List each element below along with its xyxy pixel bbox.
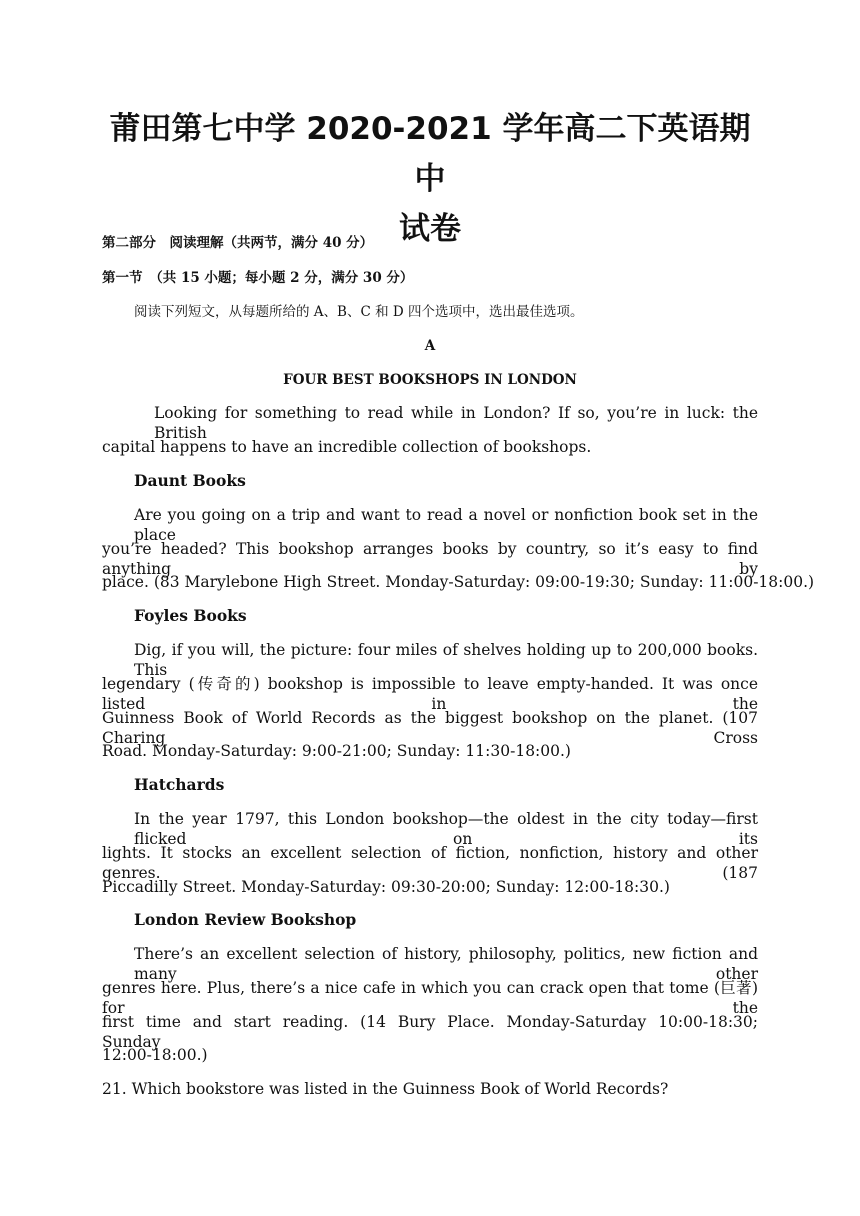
intro-line: capital happens to have an incredible collection of bookshops. [102,438,592,456]
shop-text-line: place. (83 Marylebone High Street. Monday-Saturday: 09:00-19:30; Sunday: 11:00-18:00.) [102,573,815,591]
shop-name-london-review: London Review Bookshop [134,910,357,929]
shop-text-line: 12:00-18:00.) [102,1046,208,1064]
intro-line: Looking for something to read while in London? If so, you’re in luck: the British [154,404,758,442]
shop-name-daunt: Daunt Books [134,471,246,490]
exam-title-line-2: 试卷 [399,211,461,247]
shop-text-line: There’s an excellent selection of history, philosophy, politics, new fiction and many other [134,945,758,983]
question-21: 21. Which bookstore was listed in the Guinness Book of World Records? [102,1080,669,1098]
shop-text-line: first time and start reading. (14 Bury Place. Monday-Saturday 10:00-18:30; Sunday [102,1013,758,1051]
section-heading: 第一节 （共 15 小题；每小题 2 分，满分 30 分） [102,270,414,286]
shop-text-line: Dig, if you will, the picture: four miles of shelves holding up to 200,000 books. This [134,641,758,679]
exam-title-line-1: 莆田第七中学 2020-2021 学年高二下英语期中 [109,111,751,197]
passage-heading: FOUR BEST BOOKSHOPS IN LONDON [283,372,577,388]
shop-name-hatchards: Hatchards [134,775,225,794]
part-heading: 第二部分 阅读理解（共两节，满分 40 分） [102,235,374,251]
shop-text-line: Road. Monday-Saturday: 9:00-21:00; Sunday: 11:30-18:00.) [102,742,571,760]
shop-text-line: Guinness Book of World Records as the biggest bookshop on the planet. (107 Charing Cross [102,709,758,747]
passage-letter: A [424,338,436,354]
shop-text-line: Are you going on a trip and want to read a novel or nonfiction book set in the place [134,506,758,544]
shop-text-line: genres here. Plus, there’s a nice cafe in which you can crack open that tome (巨著) for the [102,979,758,1017]
shop-text-line: lights. It stocks an excellent selection of fiction, nonfiction, history and other genres. (187 [102,844,758,882]
shop-text-line: legendary (传奇的) bookshop is impossible to leave empty-handed. It was once listed in the [102,675,758,713]
shop-text-line: you’re headed? This bookshop arranges books by country, so it’s easy to find anything by [102,540,758,578]
exam-title [100,104,760,254]
shop-text-line: Piccadilly Street. Monday-Saturday: 09:30-20:00; Sunday: 12:00-18:30.) [102,878,670,896]
shop-name-foyles: Foyles Books [134,606,247,625]
shop-text-line: In the year 1797, this London bookshop—the oldest in the city today—first flicked on its [134,810,758,848]
instruction-text: 阅读下列短文，从每题所给的 A、B、C 和 D 四个选项中，选出最佳选项。 [134,304,584,320]
